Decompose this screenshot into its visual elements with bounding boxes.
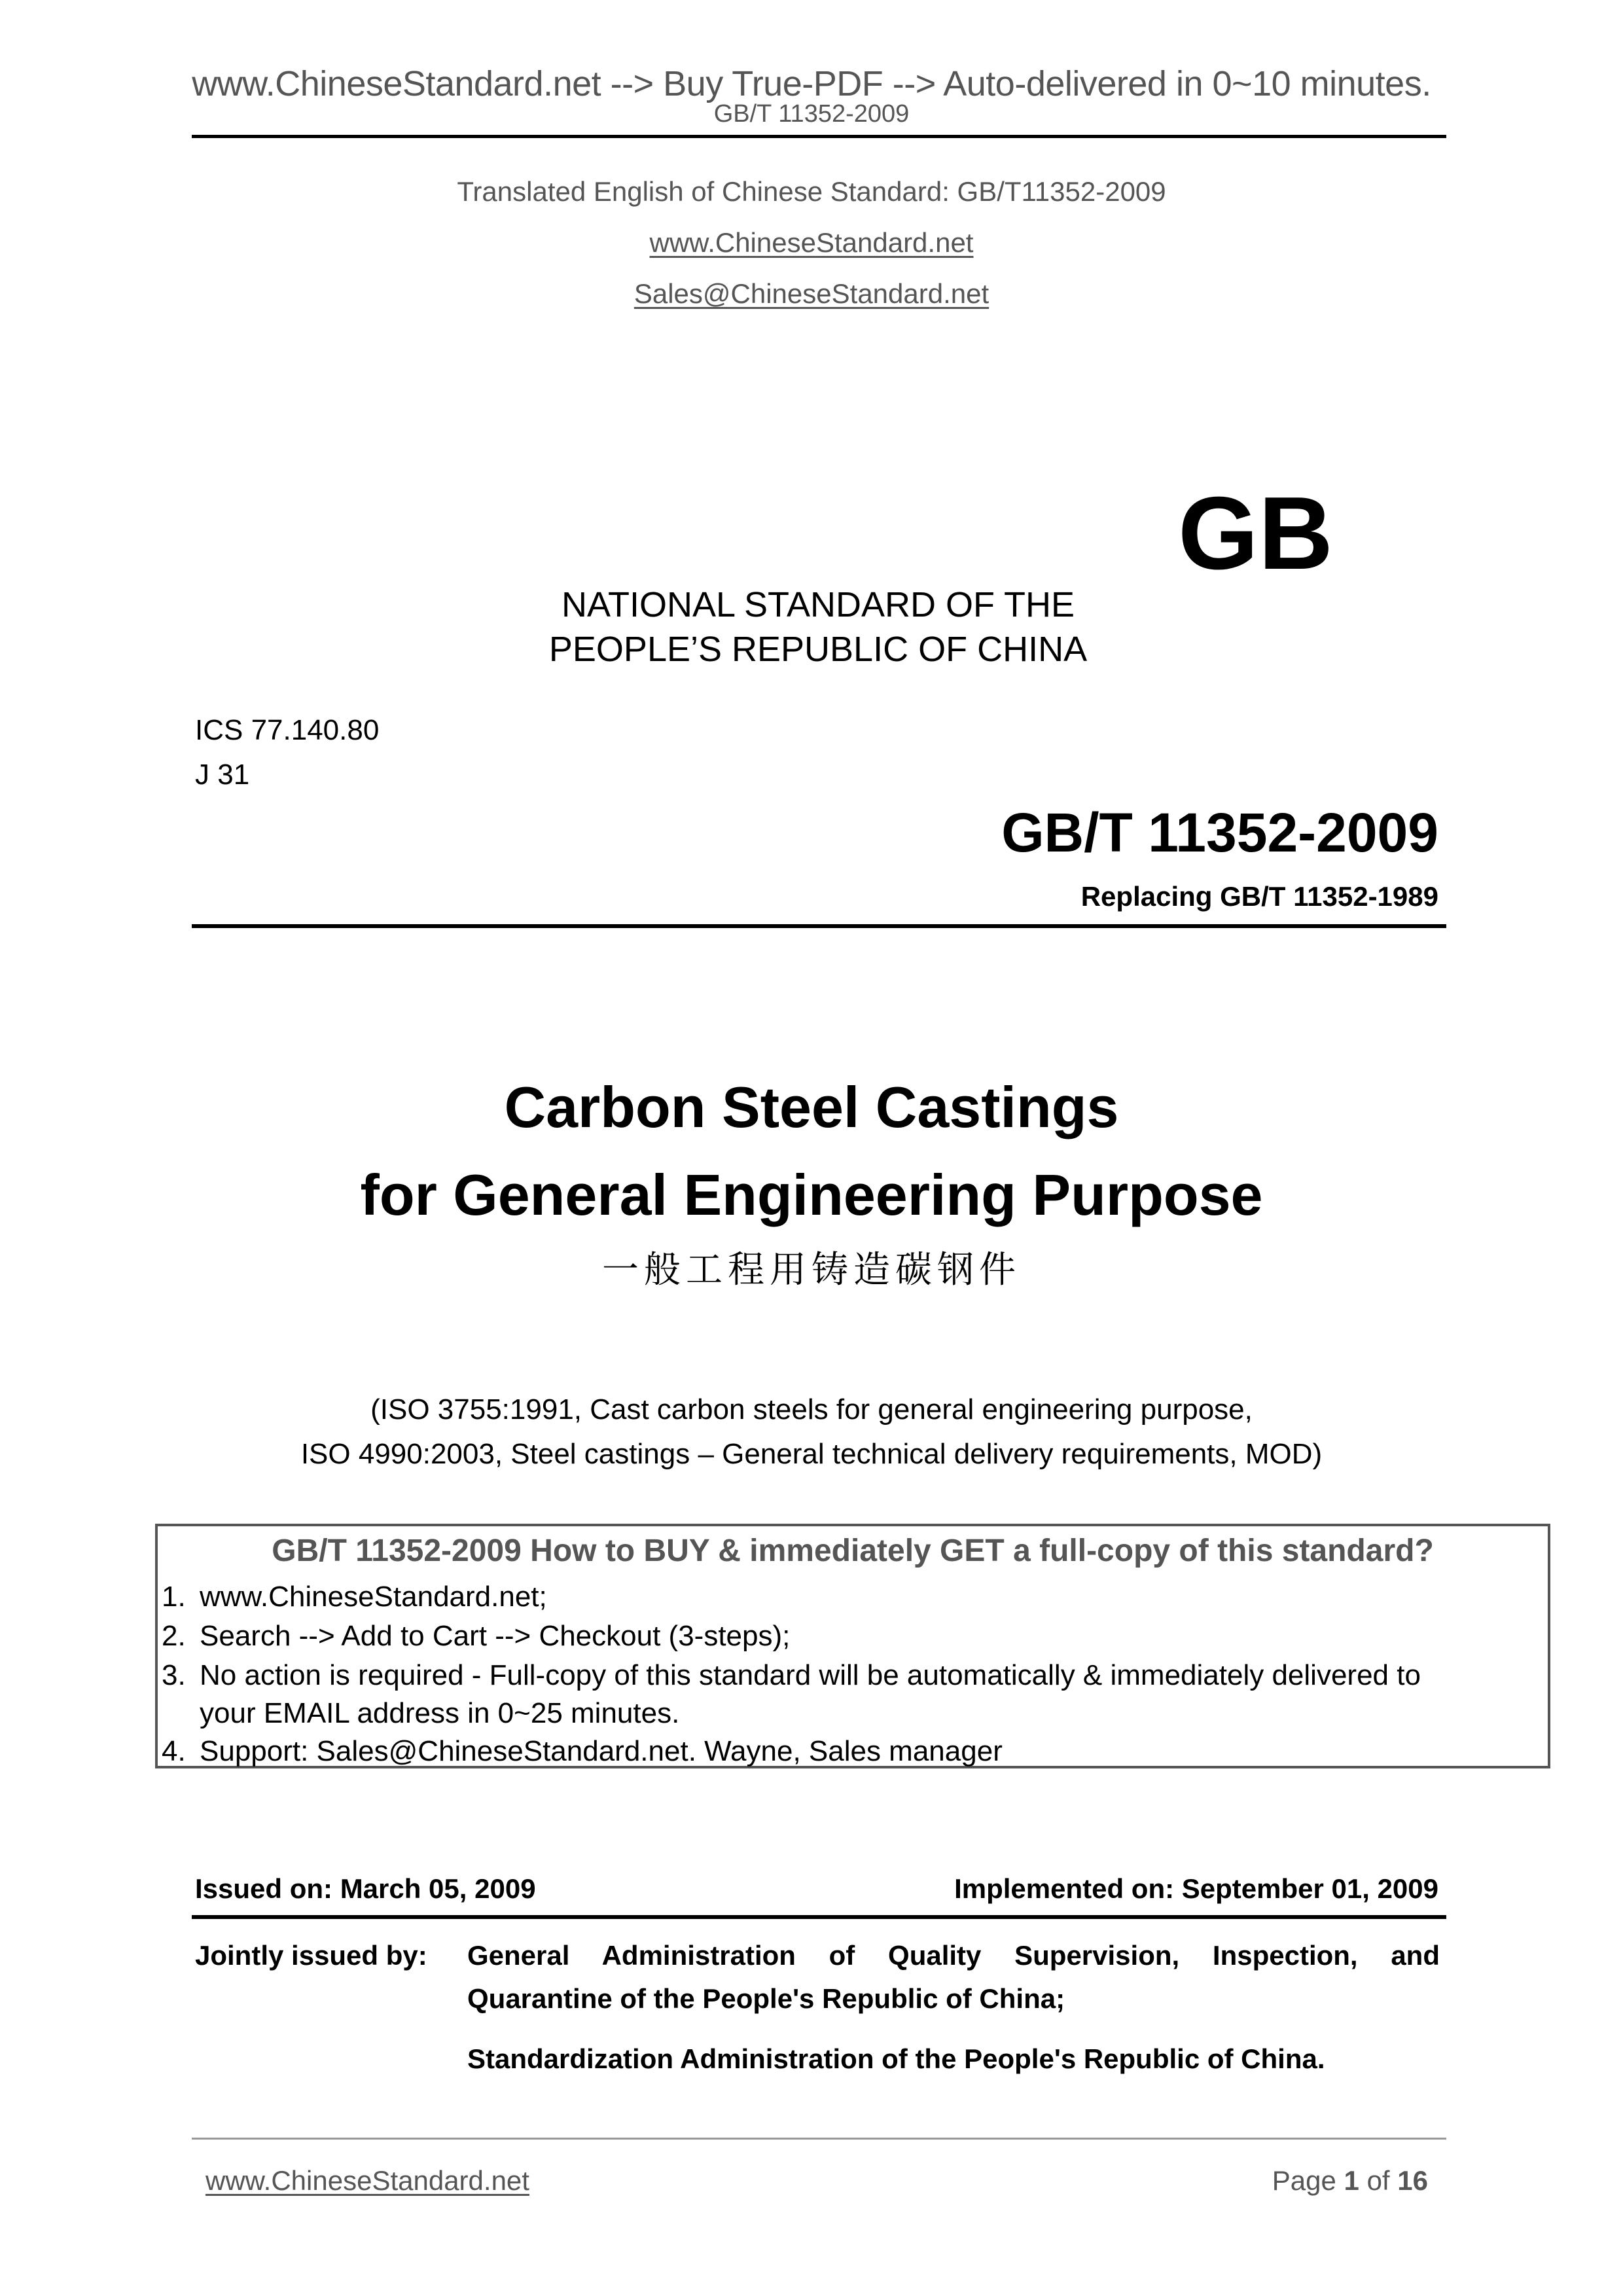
dates-rule [192, 1915, 1446, 1919]
buy-step-3-continued [162, 1695, 679, 1732]
header-rule [192, 135, 1446, 138]
buy-step-4 [162, 1733, 1003, 1770]
step-number: 3. [162, 1659, 186, 1691]
national-line-2: PEOPLE’S REPUBLIC OF CHINA [548, 630, 1088, 669]
step-text: your EMAIL address in 0~25 minutes. [200, 1697, 680, 1729]
footer-website-link[interactable]: www.ChineseStandard.net [205, 2165, 529, 2196]
step-text: Support: Sales@ChineseStandard.net. Wayne, Sales manager [200, 1735, 1003, 1767]
page-prefix: Page [1272, 2165, 1344, 2196]
ccs-code: J 31 [195, 759, 250, 791]
translated-line: Translated English of Chinese Standard: GB/T11352-2009 [457, 176, 1166, 207]
email-link[interactable]: Sales@ChineseStandard.net [633, 278, 990, 309]
jointly-issued-label: Jointly issued by: [195, 1940, 427, 1971]
gb-logo: GB [1178, 476, 1333, 591]
page-mid: of [1359, 2165, 1398, 2196]
buy-step-1 [162, 1579, 547, 1615]
top-banner: www.ChineseStandard.net --> Buy True-PDF --> Auto-delivered in 0~10 minutes. [192, 64, 1431, 103]
standard-number-rule [192, 924, 1446, 928]
ics-code: ICS 77.140.80 [195, 714, 380, 746]
buy-step-3 [162, 1657, 1421, 1694]
issuer-1-line-1: General Administration of Quality Supervision, Inspection, and [467, 1940, 1440, 1971]
replacing-standard: Replacing GB/T 11352-1989 [1080, 881, 1438, 912]
how-to-buy-box [155, 1524, 1550, 1768]
website-link-wrap [0, 226, 1623, 259]
implemented-date: Implemented on: September 01, 2009 [954, 1873, 1438, 1904]
title-line-1: Carbon Steel Castings [504, 1075, 1119, 1139]
step-text: Search --> Add to Cart --> Checkout (3-steps); [200, 1620, 791, 1652]
issued-date: Issued on: March 05, 2009 [195, 1873, 536, 1904]
national-standard-heading [458, 583, 1178, 672]
buy-step-2 [162, 1618, 790, 1655]
step-number: 1. [162, 1581, 186, 1613]
step-number: 2. [162, 1620, 186, 1652]
issuer-2: Standardization Administration of the People's Republic of China. [467, 2043, 1325, 2074]
iso-equivalence-line-1: (ISO 3755:1991, Cast carbon steels for general engineering purpose, [370, 1393, 1253, 1426]
page-current: 1 [1344, 2165, 1359, 2196]
page-number [1272, 2164, 1428, 2198]
title-line-2: for General Engineering Purpose [360, 1162, 1263, 1227]
footer-rule [192, 2138, 1446, 2140]
step-text: No action is required - Full-copy of this standard will be automatically & immediately delivered to [200, 1659, 1421, 1691]
issuer-1-line-2: Quarantine of the People's Republic of China; [467, 1983, 1065, 2014]
step-number: 4. [162, 1735, 186, 1767]
iso-equivalence-line-2: ISO 4990:2003, Steel castings – General technical delivery requirements, MOD) [300, 1438, 1323, 1470]
running-header-code: GB/T 11352-2009 [713, 100, 910, 128]
website-link[interactable]: www.ChineseStandard.net [649, 227, 974, 258]
how-to-buy-title: GB/T 11352-2009 How to BUY & immediately GET a full-copy of this standard? [272, 1534, 1434, 1568]
footer-link-wrap [205, 2164, 529, 2198]
page-total: 16 [1397, 2165, 1428, 2196]
national-line-1: NATIONAL STANDARD OF THE [561, 585, 1075, 624]
title-chinese: 一般工程用铸造碳钢件 [602, 1249, 1021, 1291]
standard-number: GB/T 11352-2009 [1001, 802, 1438, 863]
email-link-wrap [0, 278, 1623, 310]
step-text[interactable]: www.ChineseStandard.net; [200, 1581, 547, 1613]
